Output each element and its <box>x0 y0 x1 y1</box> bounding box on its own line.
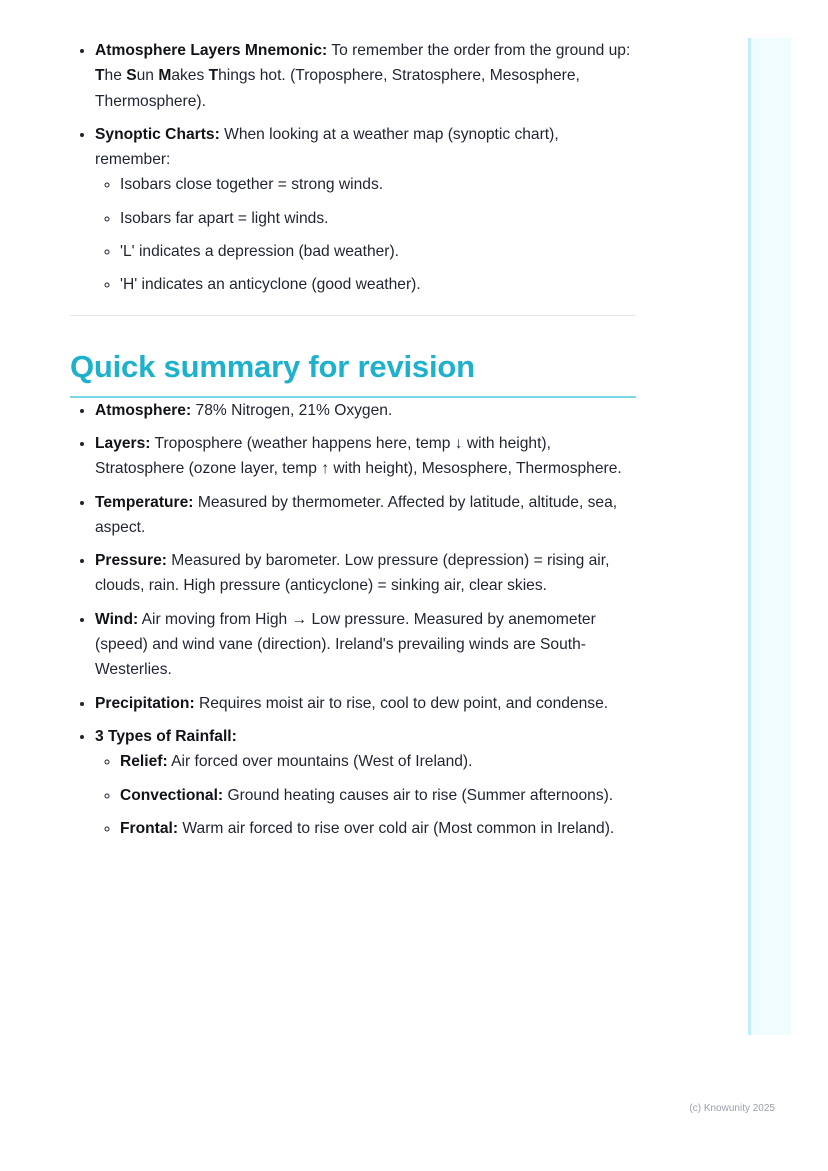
item-term: Relief: <box>120 753 168 771</box>
item-text: un <box>136 67 159 85</box>
mnemonic-letter: T <box>95 67 105 85</box>
sub-list-item <box>120 816 636 841</box>
page-content <box>70 38 636 849</box>
side-rail <box>748 38 791 1035</box>
item-term: Atmosphere Layers Mnemonic: <box>95 42 328 59</box>
item-text: Requires moist air to rise, cool to dew point, and condense. <box>194 694 609 712</box>
list-item <box>95 431 636 482</box>
list-item <box>95 607 636 683</box>
item-text: Ground heating causes air to rise (Summer afternoons). <box>223 786 614 804</box>
mnemonic-letter: T <box>208 67 219 85</box>
sub-list-item <box>120 749 636 774</box>
sub-list-item <box>120 239 636 264</box>
sub-list-item <box>120 783 636 808</box>
list-item <box>95 724 636 841</box>
sub-list-item <box>120 172 636 197</box>
list-item <box>95 398 636 423</box>
item-term: Pressure: <box>95 552 167 570</box>
item-term: 3 Types of Rainfall: <box>95 727 237 745</box>
mnemonic-letter: M <box>158 67 172 85</box>
intro-list <box>70 38 636 298</box>
copyright-footer: (c) Knowunity 2025 <box>689 1103 775 1114</box>
item-text: Isobars far apart = light winds. <box>120 209 329 227</box>
item-text: Isobars close together = strong winds. <box>120 176 384 194</box>
list-item <box>95 122 636 298</box>
item-text: Troposphere (weather happens here, temp ↓ with height), Stratosphere (ozone layer, temp ↑ with height), Mesosphere, Thermosphere. <box>95 434 622 478</box>
item-term: Atmosphere: <box>95 401 192 419</box>
item-text: he <box>104 67 127 85</box>
item-term: Convectional: <box>120 786 224 804</box>
sub-list-item <box>120 272 636 297</box>
item-text: To remember the order from the ground up: <box>327 42 631 59</box>
summary-heading: Quick summary for revision <box>70 348 636 398</box>
item-text: 'H' indicates an anticyclone (good weather). <box>120 276 421 294</box>
item-text: Warm air forced to rise over cold air (Most common in Ireland). <box>178 819 615 837</box>
item-text: Measured by thermometer. Affected by latitude, altitude, sea, aspect. <box>95 493 618 536</box>
item-text: akes <box>171 67 209 85</box>
item-term: Layers: <box>95 434 151 452</box>
item-term: Precipitation: <box>95 694 195 712</box>
item-term: Frontal: <box>120 819 179 837</box>
section-divider <box>70 315 636 316</box>
item-text: 'L' indicates a depression (bad weather). <box>120 243 400 261</box>
item-text: Air moving from High → Low pressure. Measured by anemometer (speed) and wind vane (direction). Ireland's prevailing winds are South-Westerlies. <box>95 610 596 679</box>
item-text: Air forced over mountains (West of Ireland). <box>167 753 473 771</box>
item-text: hings hot. (Troposphere, Stratosphere, Mesosphere, Thermosphere). <box>95 67 580 110</box>
sub-list <box>95 749 636 841</box>
list-item <box>95 548 636 599</box>
list-item <box>95 691 636 716</box>
item-text: 78% Nitrogen, 21% Oxygen. <box>191 401 393 419</box>
list-item <box>95 490 636 541</box>
item-term: Synoptic Charts: <box>95 125 220 143</box>
item-text: Measured by barometer. Low pressure (depression) = rising air, clouds, rain. High pressure (anticyclone) = sinking air, clear skies. <box>95 552 610 595</box>
sub-list <box>95 172 636 297</box>
summary-list <box>70 398 636 841</box>
mnemonic-letter: S <box>126 67 137 85</box>
item-term: Temperature: <box>95 493 194 511</box>
list-item <box>95 38 636 114</box>
item-text: When looking at a weather map (synoptic chart), remember: <box>95 125 559 169</box>
item-term: Wind: <box>95 610 139 628</box>
sub-list-item <box>120 206 636 231</box>
